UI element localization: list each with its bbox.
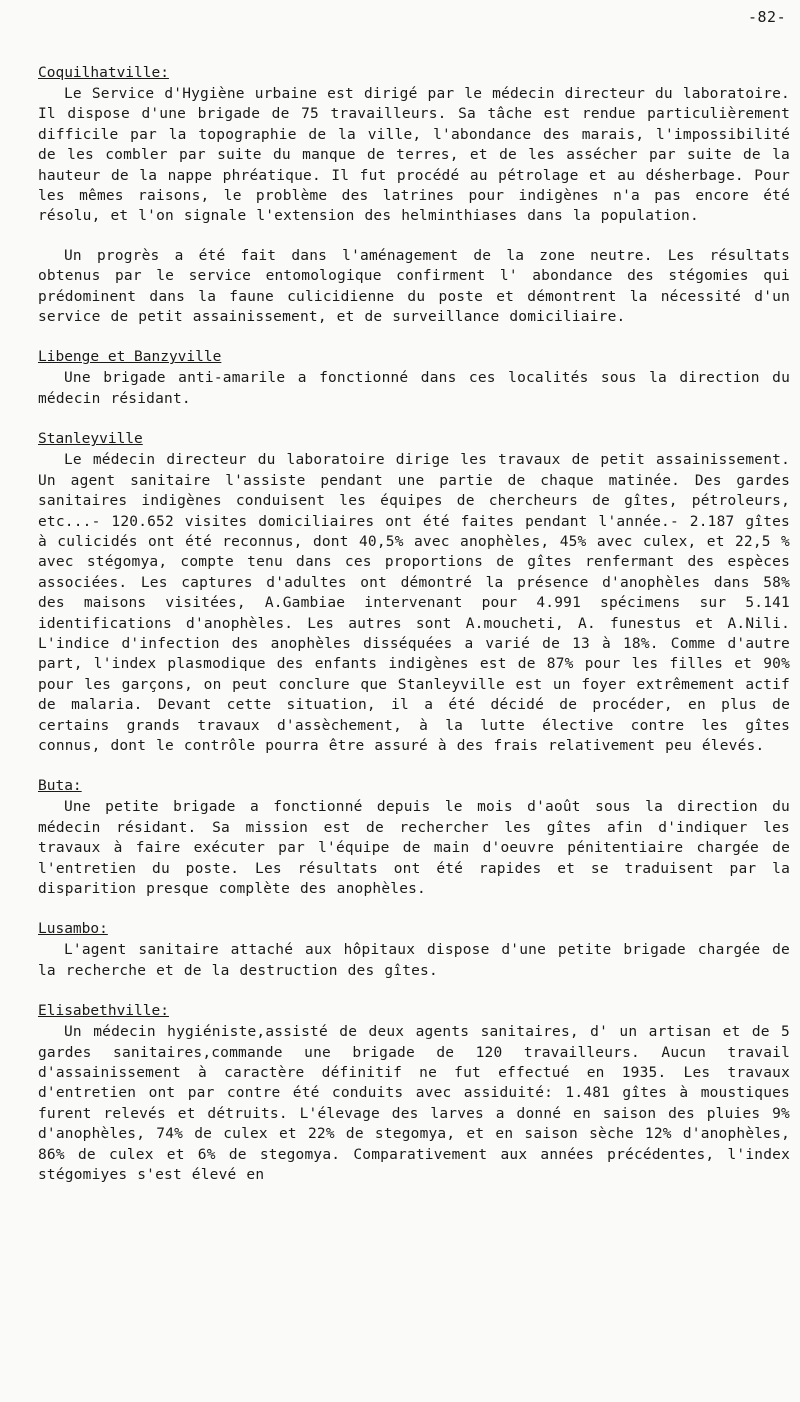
- section-heading: Stanleyville: [38, 431, 143, 448]
- section-buta: [38, 775, 790, 899]
- section-lusambo: [38, 918, 790, 981]
- section-heading: Buta:: [38, 778, 82, 795]
- section-coquilhatville: [38, 62, 790, 327]
- section-libenge-banzyville: [38, 346, 790, 409]
- paragraph: Un progrès a été fait dans l'aménagement de la zone neutre. Les résultats obtenus par le service entomologique confirment l' abondance des stégomies qui prédominent dans la faune culicidienne du poste et démontrent la nécessité d'un service de petit assainissement, et de surveillance domiciliaire.: [38, 247, 790, 326]
- section-heading: Elisabethville:: [38, 1003, 169, 1020]
- page-number: -82-: [748, 8, 787, 26]
- paragraph: Un médecin hygiéniste,assisté de deux agents sanitaires, d' un artisan et de 5 gardes sanitaires,commande une brigade de 120 travailleurs. Aucun travail d'assainissement à caractère définitif ne fut effectué en 1935. Les travaux d'entretien ont par contre été conduits avec assiduité: 1.481 gîtes à moustiques furent relevés et détruits. L'élevage des larves a donné en saison des pluies 9% d'anophèles, 74% de culex et 22% de stegomya, et en saison sèche 12% d'anophèles, 86% de culex et 6% de stegomya. Comparativement aux années précédentes, l'index stégomiyes s'est élevé en: [38, 1024, 790, 1184]
- paragraph: Le médecin directeur du laboratoire dirige les travaux de petit assainissement. Un agent sanitaire l'assiste pendant une partie de chaque matinée. Des gardes sanitaires indigènes conduisent les équipes de chercheurs de gîtes, pétroleurs, etc...- 120.652 visites domiciliaires ont été faites pendant l'année.- 2.187 gîtes à culicidés ont été reconnus, dont 40,5% avec anophèles, 45% avec culex, et 22,5 % avec stégomya, compte tenu dans ces proportions de gîtes renfermant des espèces associées. Les captures d'adultes ont démontré la présence d'anophèles dans 58% des maisons visitées, A.Gambiae intervenant pour 4.991 spécimens sur 5.141 identifications d'anophèles. Les autres sont A.moucheti, A. funestus et A.Nili. L'indice d'infection des anophèles disséquées a varié de 13 à 18%. Comme d'autre part, l'index plasmodique des enfants indigènes est de 87% pour les filles et 90% pour les garçons, on peut conclure que Stanleyville est un foyer extrêmement actif de malaria. Devant cette situation, il a été décidé de procéder, en plus de certains grands travaux d'assèchement, à la lutte élective contre les gîtes connus, dont le contrôle pourra être assuré à des frais relativement peu élevés.: [38, 452, 790, 754]
- paragraph: Le Service d'Hygiène urbaine est dirigé par le médecin directeur du laboratoire. Il dispose d'une brigade de 75 travailleurs. Sa tâche est rendue particulièrement difficile par la topographie de la ville, l'abondance des marais, l'impossibilité de les combler par suite du manque de terres, et de les assécher par suite de la hauteur de la nappe phréatique. Il fut procédé au pétrolage et au désherbage. Pour les mêmes raisons, le problème des latrines pour indigènes n'a pas encore été résolu, et l'on signale l'extension des helminthiases dans la population.: [38, 86, 790, 225]
- section-elisabethville: [38, 1000, 790, 1185]
- section-heading: Lusambo:: [38, 921, 108, 938]
- paragraph: Une brigade anti-amarile a fonctionné dans ces localités sous la direction du médecin résidant.: [38, 370, 790, 407]
- document-body: [38, 62, 790, 1204]
- section-stanleyville: [38, 428, 790, 756]
- section-heading: Libenge et Banzyville: [38, 349, 222, 366]
- section-heading: Coquilhatville:: [38, 65, 169, 81]
- paragraph: L'agent sanitaire attaché aux hôpitaux dispose d'une petite brigade chargée de la recherche et de la destruction des gîtes.: [38, 942, 790, 979]
- paragraph: Une petite brigade a fonctionné depuis le mois d'août sous la direction du médecin résidant. Sa mission est de rechercher les gîtes afin d'indiquer les travaux à faire exécuter par l'équipe de main d'oeuvre pénitentiaire chargée de l'entretien du poste. Les résultats ont été rapides et se traduisent par la disparition presque complète des anophèles.: [38, 799, 790, 897]
